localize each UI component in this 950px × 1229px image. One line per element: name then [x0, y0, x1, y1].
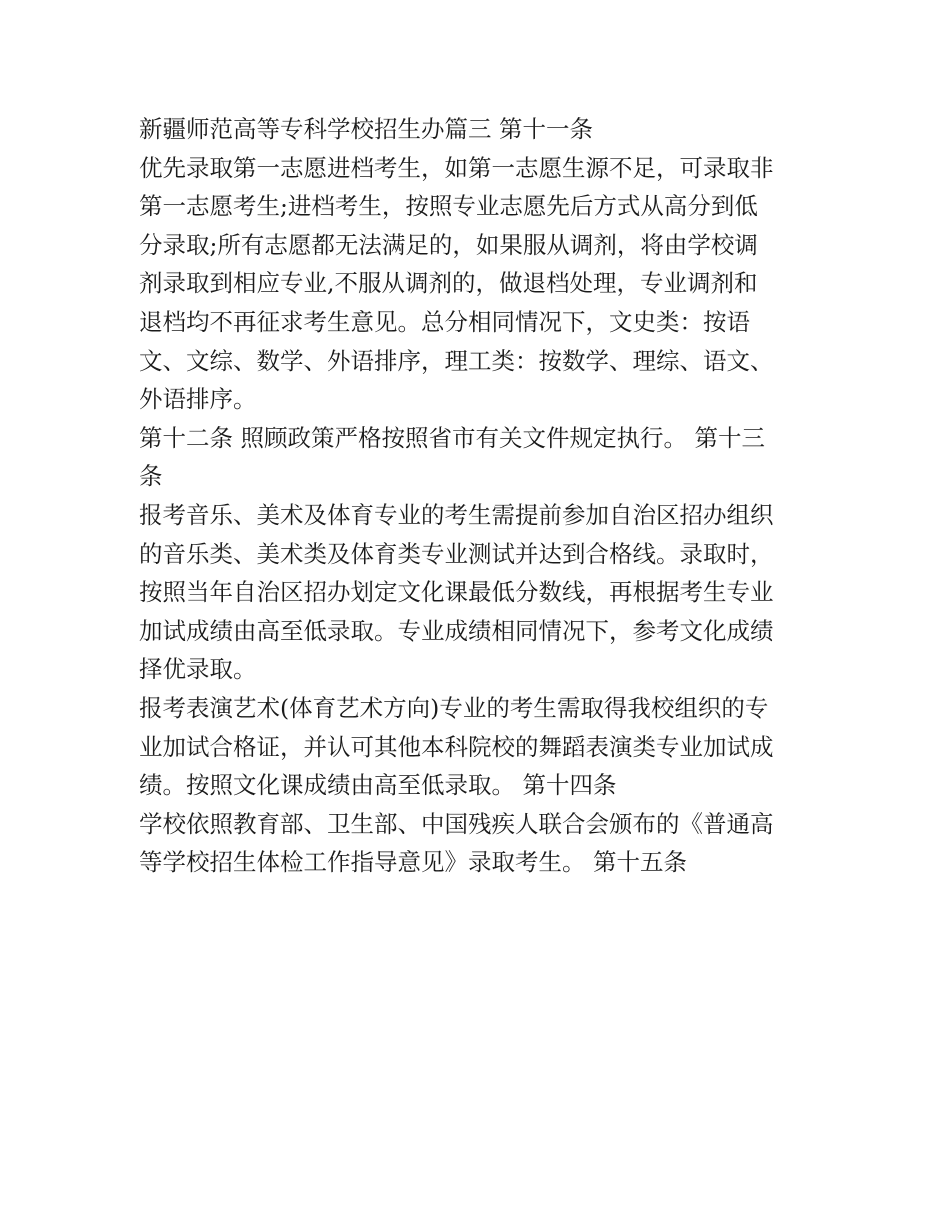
- document-page: [139, 110, 819, 882]
- text-line: 等学校招生体检工作指导意见》录取考生。 第十五条: [139, 848, 687, 877]
- text-line: 报考表演艺术(体育艺术方向)专业的考生需取得我校组织的专: [139, 693, 769, 722]
- text-line: 剂录取到相应专业,不服从调剂的，做退档处理，专业调剂和: [139, 269, 758, 298]
- text-line: 第十二条 照顾政策严格按照省市有关文件规定执行。 第十三: [139, 423, 765, 452]
- text-line: 第一志愿考生;进档考生，按照专业志愿先后方式从高分到低: [139, 192, 758, 221]
- text-line: 文、文综、数学、外语排序，理工类：按数学、理综、语文、: [139, 346, 774, 375]
- text-line: 优先录取第一志愿进档考生，如第一志愿生源不足，可录取非: [139, 153, 774, 182]
- text-line: 条: [139, 462, 163, 491]
- text-line: 绩。按照文化课成绩由高至低录取。 第十四条: [139, 771, 617, 800]
- text-line-heading: 新疆师范高等专科学校招生办篇三 第十一条: [139, 115, 593, 143]
- text-line: 择优录取。: [139, 655, 257, 684]
- text-line: 学校依照教育部、卫生部、中国残疾人联合会颁布的《普通高: [139, 809, 774, 838]
- text-line: 报考音乐、美术及体育专业的考生需提前参加自治区招办组织: [139, 500, 774, 529]
- text-line: 分录取;所有志愿都无法满足的，如果服从调剂，将由学校调: [139, 230, 758, 259]
- text-line: 按照当年自治区招办划定文化课最低分数线，再根据考生专业: [139, 578, 774, 607]
- text-line: 外语排序。: [139, 385, 257, 414]
- text-line: 退档均不再征求考生意见。总分相同情况下，文史类：按语: [139, 307, 750, 336]
- text-line: 业加试合格证，并认可其他本科院校的舞蹈表演类专业加试成: [139, 732, 774, 761]
- text-line: 的音乐类、美术类及体育类专业测试并达到合格线。录取时，: [139, 539, 774, 568]
- text-line: 加试成绩由高至低录取。专业成绩相同情况下，参考文化成绩: [139, 616, 774, 645]
